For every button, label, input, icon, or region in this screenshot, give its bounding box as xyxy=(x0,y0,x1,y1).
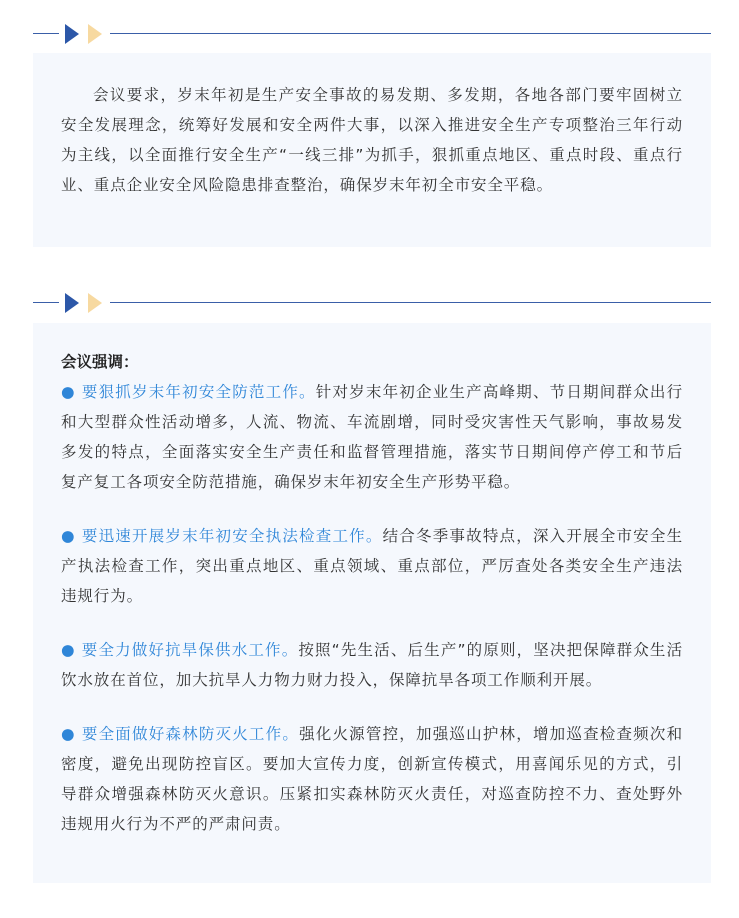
emphasis-item-body: 针对岁末年初企业生产高峰期、节日期间群众出行和大型群众性活动增多，人流、物流、车流剧增，同时受灾害性天气影响，事故易发多发的特点，全面落实安全生产责任和监督管理措施，落实节日期间停产停工和节后复产复工各项安全防范措施，确保岁末年初安全生产形势平稳。 xyxy=(61,383,683,491)
emphasis-item-title: 要狠抓岁末年初安全防范工作。 xyxy=(81,383,316,401)
divider-line xyxy=(33,33,59,34)
emphasis-box xyxy=(33,323,711,883)
play-arrow-icon xyxy=(88,24,102,44)
emphasis-item xyxy=(61,377,683,497)
emphasis-item xyxy=(61,521,683,611)
emphasis-item-body: 按照“先生活、后生产”的原则，坚决把保障群众生活饮水放在首位，加大抗旱人力物力财力投入，保障抗旱各项工作顺利开展。 xyxy=(61,641,683,689)
section-divider-1 xyxy=(33,20,711,48)
bullet-icon: ● xyxy=(61,725,76,743)
section-divider-2 xyxy=(33,289,711,317)
bullet-icon: ● xyxy=(61,641,76,659)
divider-line xyxy=(33,302,59,303)
emphasis-item xyxy=(61,719,683,839)
divider-line xyxy=(110,302,711,303)
emphasis-item-body: 强化火源管控，加强巡山护林，增加巡查检查频次和密度，避免出现防控盲区。要加大宣传力度，创新宣传模式，用喜闻乐见的方式，引导群众增强森林防灭火意识。压紧扣实森林防灭火责任，对巡查防控不力、查处野外违规用火行为不严的严肃问责。 xyxy=(61,725,683,833)
divider-line xyxy=(110,33,711,34)
emphasis-heading: 会议强调： xyxy=(61,353,139,371)
bullet-icon: ● xyxy=(61,383,76,401)
summary-box xyxy=(33,53,711,247)
play-arrow-icon xyxy=(65,293,79,313)
emphasis-item-title: 要全面做好森林防灭火工作。 xyxy=(81,725,300,743)
summary-paragraph: 会议要求，岁末年初是生产安全事故的易发期、多发期，各地各部门要牢固树立安全发展理念，统筹好发展和安全两件大事，以深入推进安全生产专项整治三年行动为主线，以全面推行安全生产“一线三排”为抓手，狠抓重点地区、重点时段、重点行业、重点企业安全风险隐患排查整治，确保岁末年初全市安全平稳。 xyxy=(61,86,683,194)
emphasis-item xyxy=(61,635,683,695)
play-arrow-icon xyxy=(65,24,79,44)
play-arrow-icon xyxy=(88,293,102,313)
emphasis-item-title: 要迅速开展岁末年初安全执法检查工作。 xyxy=(81,527,383,545)
bullet-icon: ● xyxy=(61,527,76,545)
emphasis-item-title: 要全力做好抗旱保供水工作。 xyxy=(81,641,299,659)
emphasis-item-body: 结合冬季事故特点，深入开展全市安全生产执法检查工作，突出重点地区、重点领域、重点部位，严厉查处各类安全生产违法违规行为。 xyxy=(61,527,684,605)
